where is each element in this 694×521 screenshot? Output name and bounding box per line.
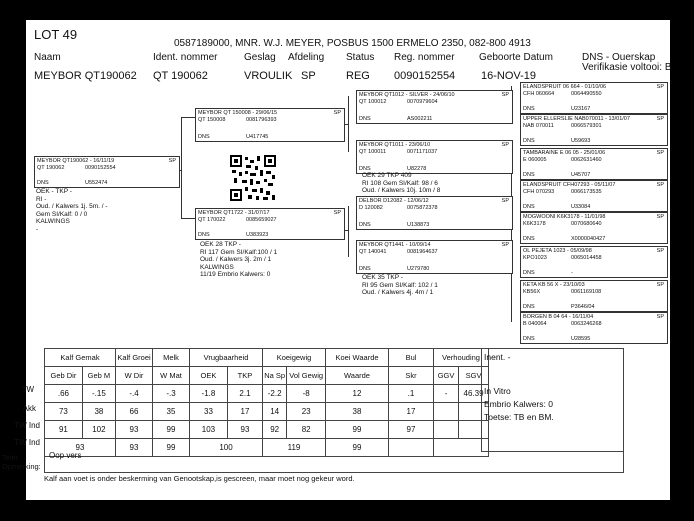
label-verifikasie: Verifikasie voltooi: B — [582, 62, 672, 73]
grandparent-info: OEK 35 TKP - RI 95 Gem SI/Kalf: 102 / 1 Oud. / Kalwers 4j. 4m / 1 — [362, 274, 438, 296]
label-geboorte: Geboorte Datum — [479, 52, 553, 63]
row-label-tw: TW — [21, 385, 34, 394]
row-label-opmerking: Teler Opmerking: — [2, 453, 41, 471]
label-ident: Ident. nommer — [153, 52, 218, 63]
grandparent-box: MEYBOR QT1011 - 23/06/10 SP QT 100011 0071171037 DNS U82278 — [356, 140, 513, 174]
grandparent-info: OEK 29 TKP 409 RI 108 Gem SI/Kalf: 98 / 6 Oud. / Kalwers 10j. 10m / 8 — [362, 172, 441, 194]
row-label-twind: TW Ind — [14, 438, 40, 447]
row-tw: .66 -.15 -.4 -.3 -1.8 2.1 -2.2 -8 12 .1 - 46.39 — [45, 385, 489, 403]
great-grandparent-box: MOGWOONI K6K3178 - 11/01/98 SP K6K3178 0070680640 DNS X0000040427 — [520, 212, 668, 244]
dam-info: OEK 28 TKP - RI 117 Gem SI/Kalf:100 / 1 Oud. / Kalwers 3j. 2m / 1 KALWINGS 11/19 Embrio Kalwers: 0 — [200, 241, 278, 278]
label-afdeling: Afdeling — [288, 52, 325, 63]
row-twind-combined: 93 93 99 100 119 99 — [45, 439, 489, 457]
qr-code-icon — [230, 155, 276, 201]
grandparent-box: MEYBOR QT1012 - SILVER - 24/06/10 SP QT 100012 0070979604 DNS AS002211 — [356, 90, 513, 124]
lot-card — [2, 20, 672, 500]
grandparent-box: MEYBOR QT1441 - 10/09/14 SP QT 140041 0081964637 DNS U279780 — [356, 240, 513, 274]
great-grandparent-box: KETA KB 56 X - 23/10/03 SP KB56X 0061169108 DNS P3646/04 — [520, 280, 668, 312]
animal-birthdate: 16-NOV-19 — [481, 70, 537, 82]
great-grandparent-box: OL PEJETA 1023 - 05/09/98 SP KPO1023 0065014458 DNS - — [520, 246, 668, 278]
row-akk: 73 38 66 35 33 17 14 23 38 17 — [45, 403, 489, 421]
animal-name: MEYBOR QT190062 — [34, 70, 137, 82]
great-grandparent-box: BORGEN B 04 64 - 16/11/04 SP B 040064 0063246268 DNS U28595 — [520, 312, 668, 344]
label-geslag: Geslag — [244, 52, 276, 63]
breeder-remarks: Oop vers — [44, 450, 624, 473]
pedigree-animal-box: MEYBOR QT190062 - 16/11/19 SP QT 190062 0090152554 DNS U552474 — [34, 156, 180, 188]
dam-box: MEYBOR QT1722 - 31/07/17 SP QT 170022 0085659027 DNS U383923 — [195, 208, 345, 240]
animal-reg: 0090152554 — [394, 70, 456, 82]
label-reg: Reg. nommer — [394, 52, 455, 63]
notes-panel: Inent. - In Vitro Embrio Kalwers: 0 Toetse: TB en BM. — [481, 348, 624, 452]
animal-ident: QT 190062 — [153, 70, 208, 82]
row-label-akk: Akk — [22, 404, 36, 413]
great-grandparent-box: TAMBARAINE E 06 05 - 25/01/06 SP E 060005 0062631460 DNS U45707 — [520, 148, 668, 180]
animal-info: OEK - TKP - RI - Oud. / Kalwers 1j. 5m. / - Gem SI/Kalf: 0 / 0 KALWINGS - — [36, 188, 108, 233]
performance-table: Kalf Gemak Kalf Groei Melk Vrugbaarheid Koeigewig Koei Waarde Bul Verhouding Geb Dir Geb M W Dir W Mat OEK TKP Na Sp Vol Gewig Waarde Skr GGV SGV .66 -.15 -.4 -.3 -1.8 2.1 -2.2 -8 12 .1 - 46.39 73 38 66 35 33 17 14 23 38 17 91 102 93 99 103 93 92 82 99 97 93 93 99 100 119 99 — [44, 348, 489, 457]
animal-sex: VROULIK — [244, 70, 293, 82]
breeder-contact: 0587189000, MNR. W.J. MEYER, POSBUS 1500 ERMELO 2350, 082-800 4913 — [174, 38, 531, 49]
great-grandparent-box: UPPER ELLERSLIE NAB070011 - 13/01/07 SP NAB 070011 0066579301 DNS U59693 — [520, 114, 668, 146]
row-label-twind: TW Ind — [14, 421, 40, 430]
animal-section: SP — [301, 70, 316, 82]
row-twind: 91 102 93 99 103 93 92 82 99 97 — [45, 421, 489, 439]
sire-box: MEYBOR QT 150008 - 29/06/15 SP QT 150008 0081796393 DNS U417745 — [195, 108, 345, 142]
grandparent-box: DELBOR D12082 - 12/06/12 SP D 120082 0075872378 DNS U138873 — [356, 196, 513, 230]
great-grandparent-box: ELANDSPRUIT CFH07293 - 05/11/07 SP CFH 070293 0066173535 DNS U33084 — [520, 180, 668, 212]
label-dns: DNS - Ouerskap — [582, 52, 656, 63]
great-grandparent-box: ELANDSPRUIT 06 664 - 01/10/06 SP CFH 060664 0064490550 DNS U23167 — [520, 82, 668, 114]
animal-status: REG — [346, 70, 370, 82]
label-status: Status — [346, 52, 375, 63]
footer-note: Kalf aan voet is onder beskerming van Genootskap,is gescreen, maar moet nog gekeur word. — [44, 474, 355, 483]
label-naam: Naam — [34, 52, 61, 63]
lot-number: LOT 49 — [34, 27, 78, 42]
